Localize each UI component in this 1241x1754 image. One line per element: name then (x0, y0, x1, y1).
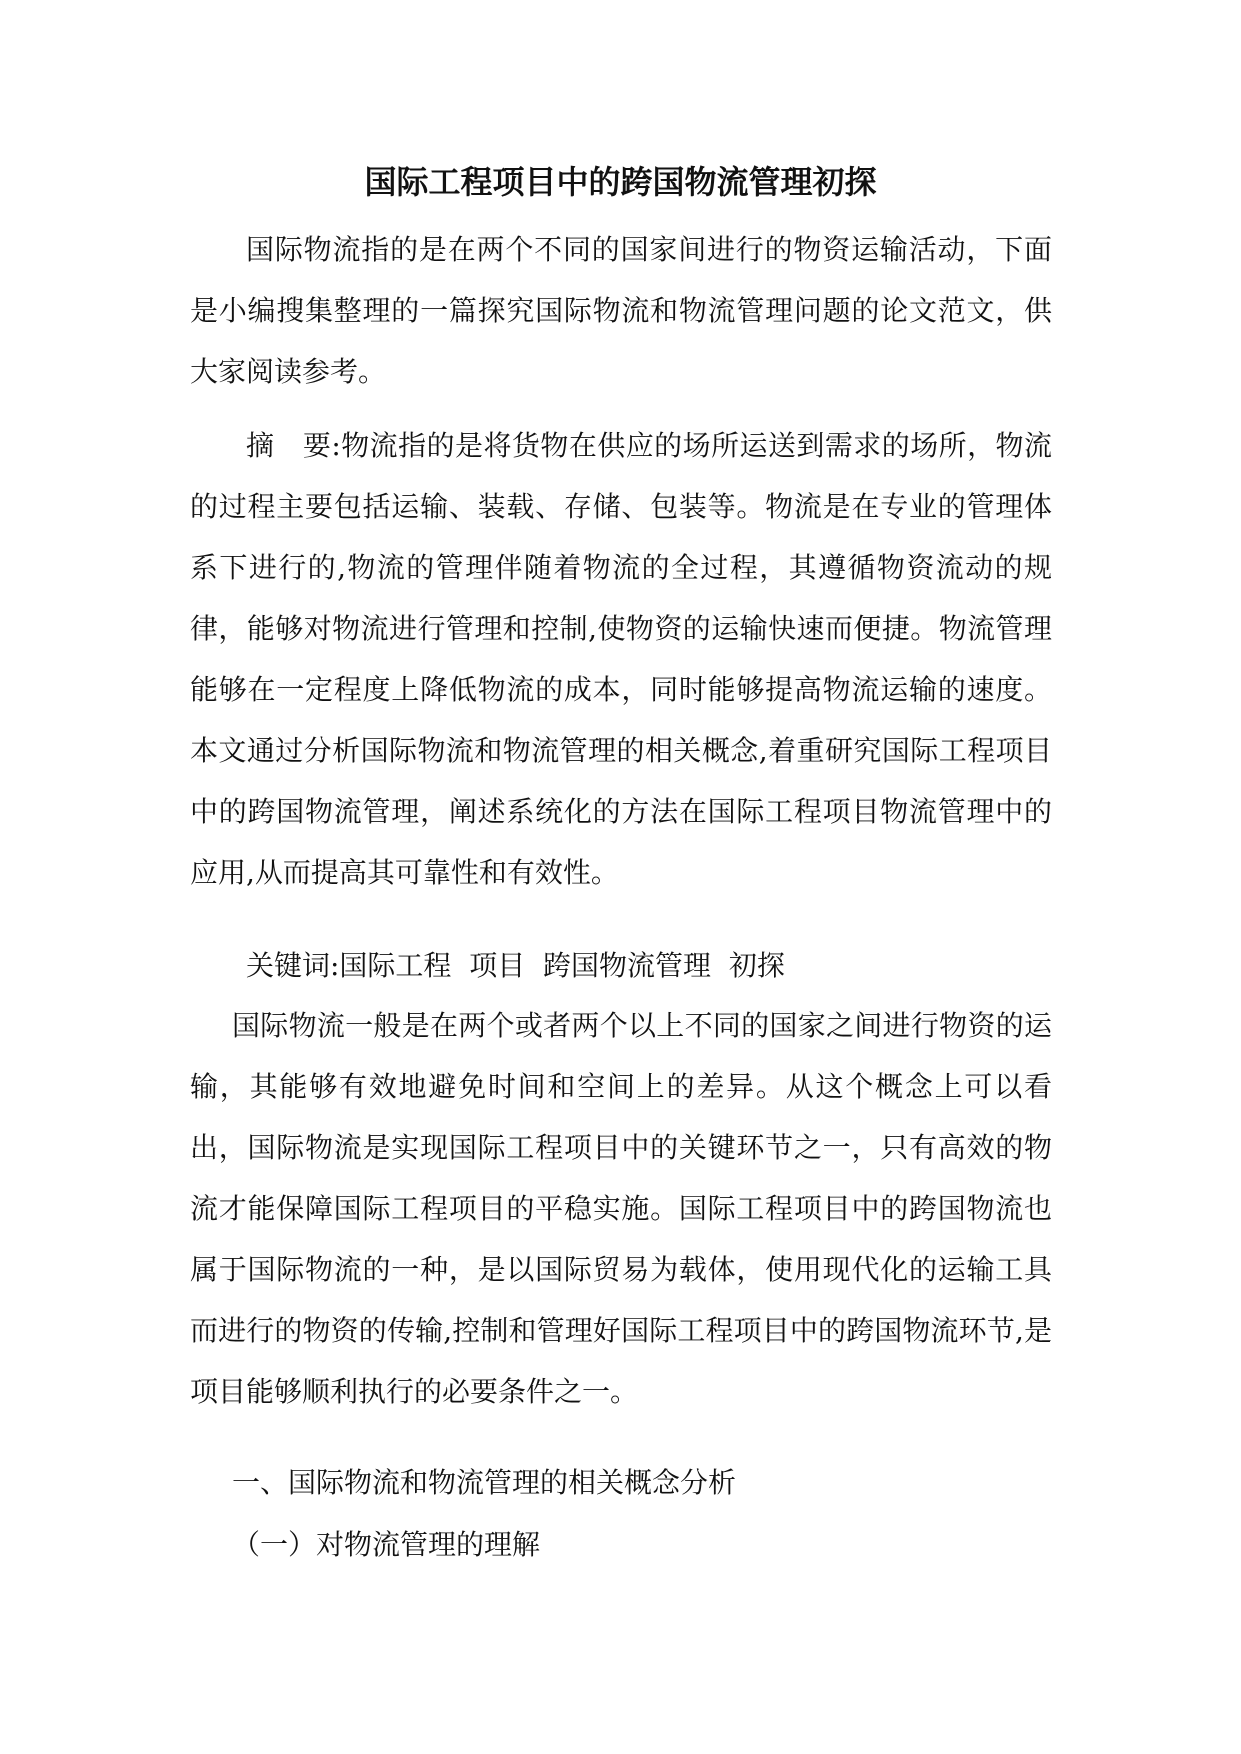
abstract-paragraph: 摘 要:物流指的是将货物在供应的场所运送到需求的场所，物流的过程主要包括运输、装载、存储、包装等。物流是在专业的管理体系下进行的,物流的管理伴随着物流的全过程，其遵循物资流动的规律，能够对物流进行管理和控制,使物资的运输快速而便捷。物流管理能够在一定程度上降低物流的成本，同时能够提高物流运输的速度。本文通过分析国际物流和物流管理的相关概念,着重研究国际工程项目中的跨国物流管理，阐述系统化的方法在国际工程项目物流管理中的应用,从而提高其可靠性和有效性。 (190, 429, 1052, 889)
body-paragraph: 国际物流一般是在两个或者两个以上不同的国家之间进行物资的运输，其能够有效地避免时间和空间上的差异。从这个概念上可以看出，国际物流是实现国际工程项目中的关键环节之一，只有高效的物流才能保障国际工程项目的平稳实施。国际工程项目中的跨国物流也属于国际物流的一种，是以国际贸易为载体，使用现代化的运输工具而进行的物资的传输,控制和管理好国际工程项目中的跨国物流环节,是项目能够顺利执行的必要条件之一。 (190, 1009, 1052, 1408)
document-title: 国际工程项目中的跨国物流管理初探 (364, 163, 877, 201)
subsection-heading: （一）对物流管理的理解 (232, 1528, 541, 1561)
section-heading: 一、国际物流和物流管理的相关概念分析 (232, 1466, 737, 1499)
keywords-line: 关键词:国际工程 项目 跨国物流管理 初探 (246, 949, 785, 982)
intro-paragraph: 国际物流指的是在两个不同的国家间进行的物资运输活动，下面是小编搜集整理的一篇探究国际物流和物流管理问题的论文范文，供大家阅读参考。 (190, 233, 1052, 388)
